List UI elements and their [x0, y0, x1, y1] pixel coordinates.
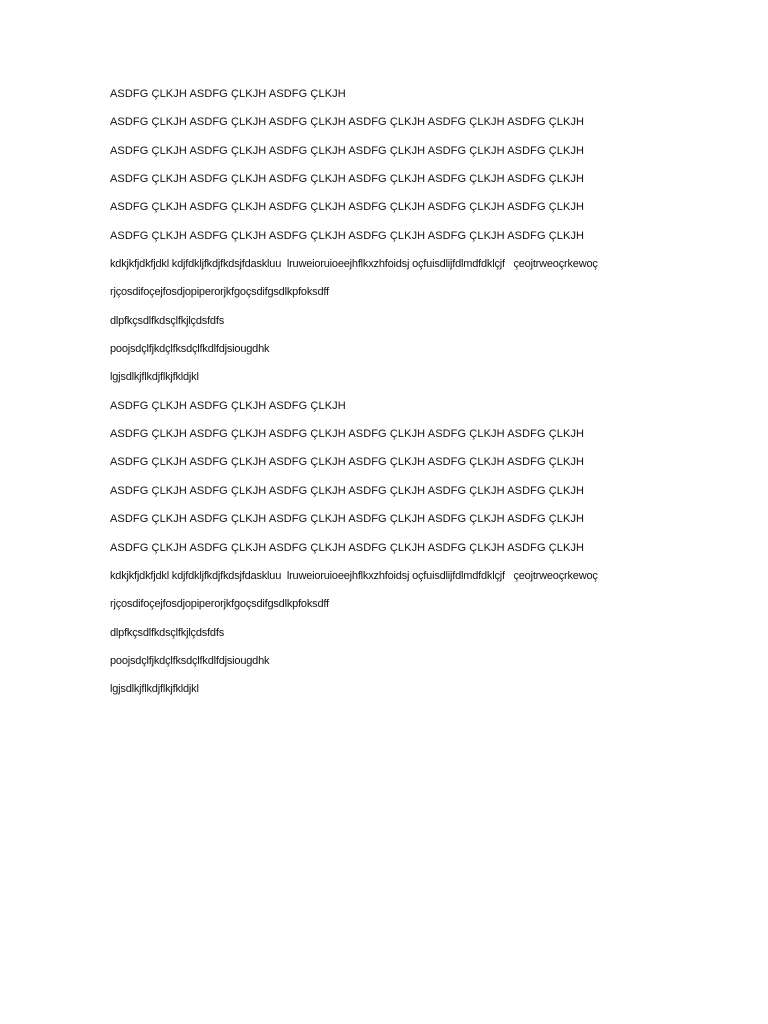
text-line: rjçosdifoçejfosdjopiperorjkfgoçsdifgsdlkpfoksdff	[110, 598, 329, 611]
text-line: rjçosdifoçejfosdjopiperorjkfgoçsdifgsdlkpfoksdff	[110, 286, 329, 299]
document-body	[110, 86, 710, 710]
text-line: ASDFG ÇLKJH ASDFG ÇLKJH ASDFG ÇLKJH ASDFG ÇLKJH ASDFG ÇLKJH ASDFG ÇLKJH	[110, 116, 585, 129]
text-line: poojsdçlfjkdçlfksdçlfkdlfdjsiougdhk	[110, 654, 270, 667]
text-line: kdkjkfjdkfjdkl kdjfdkljfkdjfkdsjfdaskluu lruweioruioeejhflkxzhfoidsj oçfuisdlijfdlmdfdklçjf çeojtrweoçrkewoç	[110, 569, 598, 582]
text-line: dlpfkçsdlfkdsçlfkjlçdsfdfs	[110, 626, 225, 639]
text-line: ASDFG ÇLKJH ASDFG ÇLKJH ASDFG ÇLKJH ASDFG ÇLKJH ASDFG ÇLKJH ASDFG ÇLKJH	[110, 173, 585, 186]
text-line: ASDFG ÇLKJH ASDFG ÇLKJH ASDFG ÇLKJH ASDFG ÇLKJH ASDFG ÇLKJH ASDFG ÇLKJH	[110, 144, 585, 157]
text-line: ASDFG ÇLKJH ASDFG ÇLKJH ASDFG ÇLKJH	[110, 399, 346, 412]
text-line: lgjsdlkjflkdjflkjfkldjkl	[110, 683, 199, 696]
text-line: ASDFG ÇLKJH ASDFG ÇLKJH ASDFG ÇLKJH ASDFG ÇLKJH ASDFG ÇLKJH ASDFG ÇLKJH	[110, 201, 585, 214]
text-line: ASDFG ÇLKJH ASDFG ÇLKJH ASDFG ÇLKJH ASDFG ÇLKJH ASDFG ÇLKJH ASDFG ÇLKJH	[110, 428, 585, 441]
text-line: poojsdçlfjkdçlfksdçlfkdlfdjsiougdhk	[110, 343, 270, 356]
text-line: ASDFG ÇLKJH ASDFG ÇLKJH ASDFG ÇLKJH	[110, 88, 346, 100]
text-line: kdkjkfjdkfjdkl kdjfdkljfkdjfkdsjfdaskluu lruweioruioeejhflkxzhfoidsj oçfuisdlijfdlmdfdklçjf çeojtrweoçrkewoç	[110, 258, 598, 271]
text-line: ASDFG ÇLKJH ASDFG ÇLKJH ASDFG ÇLKJH ASDFG ÇLKJH ASDFG ÇLKJH ASDFG ÇLKJH	[110, 484, 585, 497]
text-line: ASDFG ÇLKJH ASDFG ÇLKJH ASDFG ÇLKJH ASDFG ÇLKJH ASDFG ÇLKJH ASDFG ÇLKJH	[110, 513, 585, 526]
text-line: ASDFG ÇLKJH ASDFG ÇLKJH ASDFG ÇLKJH ASDFG ÇLKJH ASDFG ÇLKJH ASDFG ÇLKJH	[110, 456, 585, 469]
text-line: lgjsdlkjflkdjflkjfkldjkl	[110, 371, 199, 384]
text-line: ASDFG ÇLKJH ASDFG ÇLKJH ASDFG ÇLKJH ASDFG ÇLKJH ASDFG ÇLKJH ASDFG ÇLKJH	[110, 541, 585, 554]
text-line: dlpfkçsdlfkdsçlfkjlçdsfdfs	[110, 314, 225, 327]
text-line: ASDFG ÇLKJH ASDFG ÇLKJH ASDFG ÇLKJH ASDFG ÇLKJH ASDFG ÇLKJH ASDFG ÇLKJH	[110, 229, 585, 242]
